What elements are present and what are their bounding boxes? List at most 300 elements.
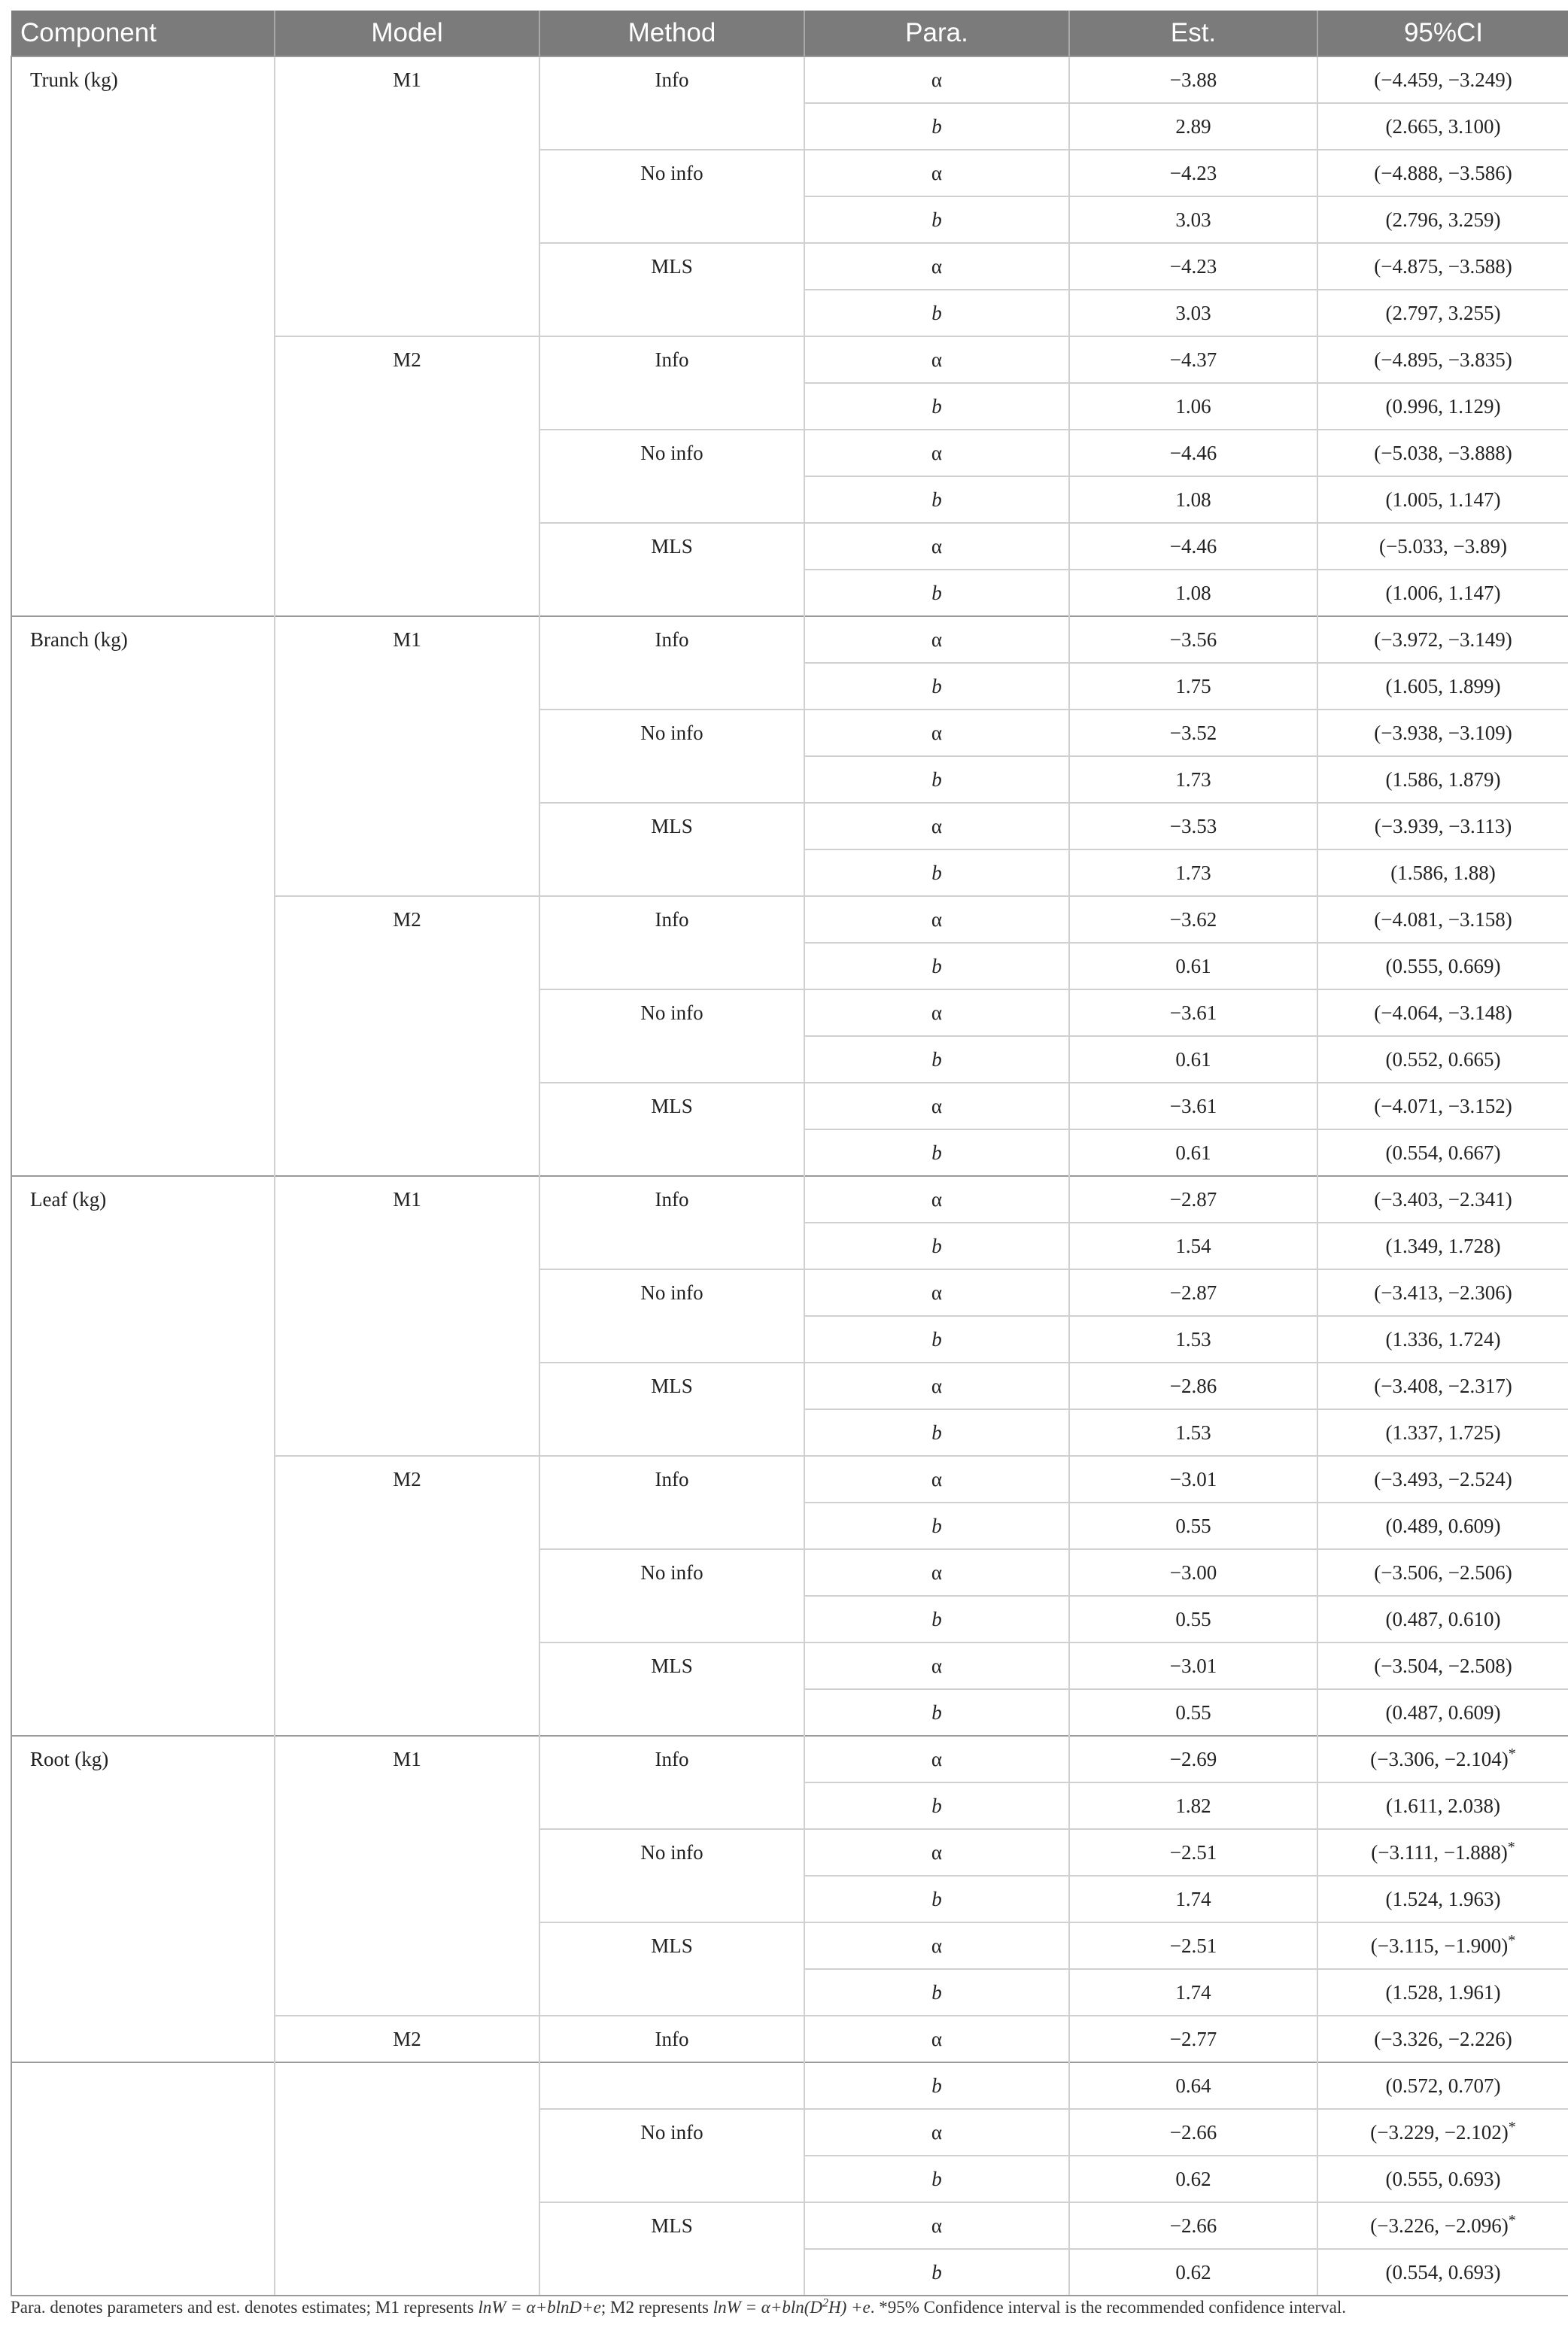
cell-component: [11, 2202, 275, 2249]
results-table: [11, 11, 1568, 2296]
cell-ci: (−3.972, −3.149): [1317, 616, 1568, 663]
cell-model: M1: [275, 1176, 539, 1223]
cell-method: [539, 756, 804, 803]
table-row: [11, 1643, 1568, 1689]
cell-model: [275, 2249, 539, 2296]
cell-para: b: [804, 943, 1069, 989]
cell-ci: (−3.493, −2.524): [1317, 1456, 1568, 1503]
cell-method: No info: [539, 430, 804, 476]
cell-est: 0.62: [1069, 2156, 1317, 2202]
table-footnote: [11, 2295, 1560, 2320]
cell-para: α: [804, 2016, 1069, 2062]
table-row: [11, 243, 1568, 290]
cell-model: [275, 1363, 539, 1409]
cell-est: −3.53: [1069, 803, 1317, 849]
table-row: [11, 1036, 1568, 1083]
cell-component: [11, 523, 275, 570]
cell-para: b: [804, 570, 1069, 616]
cell-est: −4.23: [1069, 150, 1317, 196]
cell-component: [11, 570, 275, 616]
cell-para: b: [804, 1782, 1069, 1829]
cell-model: [275, 1969, 539, 2016]
cell-component: [11, 1503, 275, 1549]
cell-para: α: [804, 1549, 1069, 1596]
table-row: [11, 336, 1568, 383]
cell-method: Info: [539, 896, 804, 943]
cell-model: M2: [275, 336, 539, 383]
cell-est: 1.82: [1069, 1782, 1317, 1829]
table-row: [11, 756, 1568, 803]
cell-ci: (−3.326, −2.226): [1317, 2016, 1568, 2062]
cell-ci: (0.552, 0.665): [1317, 1036, 1568, 1083]
cell-ci: (2.665, 3.100): [1317, 103, 1568, 150]
table-row: [11, 2062, 1568, 2109]
cell-para: b: [804, 1596, 1069, 1643]
cell-est: −4.23: [1069, 243, 1317, 290]
cell-model: M1: [275, 616, 539, 663]
cell-component: [11, 243, 275, 290]
cell-ci: (−3.939, −3.113): [1317, 803, 1568, 849]
cell-model: [275, 2202, 539, 2249]
table-row: [11, 1176, 1568, 1223]
cell-method: [539, 1036, 804, 1083]
cell-method: Info: [539, 1176, 804, 1223]
cell-ci: (0.572, 0.707): [1317, 2062, 1568, 2109]
cell-model: [275, 570, 539, 616]
cell-para: α: [804, 1736, 1069, 1782]
cell-para: b: [804, 1223, 1069, 1269]
cell-model: [275, 150, 539, 196]
cell-method: [539, 943, 804, 989]
table-row: [11, 1409, 1568, 1456]
table-row: [11, 2109, 1568, 2156]
cell-ci: (−4.064, −3.148): [1317, 989, 1568, 1036]
cell-para: b: [804, 1129, 1069, 1176]
cell-model: [275, 1316, 539, 1363]
cell-est: 1.06: [1069, 383, 1317, 430]
cell-est: −3.61: [1069, 989, 1317, 1036]
cell-ci: (−4.459, −3.249): [1317, 56, 1568, 103]
table-row: [11, 56, 1568, 103]
cell-method: Info: [539, 616, 804, 663]
cell-para: b: [804, 849, 1069, 896]
cell-model: [275, 383, 539, 430]
table-row: [11, 1363, 1568, 1409]
cell-model: [275, 2062, 539, 2109]
table-row: [11, 196, 1568, 243]
cell-component: [11, 849, 275, 896]
footnote-formula-m2: [713, 2298, 871, 2317]
cell-ci: (−4.081, −3.158): [1317, 896, 1568, 943]
cell-model: [275, 943, 539, 989]
cell-model: [275, 2109, 539, 2156]
cell-ci: (0.489, 0.609): [1317, 1503, 1568, 1549]
cell-method: MLS: [539, 243, 804, 290]
cell-method: [539, 1316, 804, 1363]
table-row: [11, 383, 1568, 430]
cell-ci: (1.524, 1.963): [1317, 1876, 1568, 1922]
cell-method: [539, 570, 804, 616]
cell-component: [11, 1922, 275, 1969]
cell-ci: (−3.226, −2.096)*: [1317, 2202, 1568, 2249]
cell-component: [11, 896, 275, 943]
cell-model: [275, 2156, 539, 2202]
cell-method: [539, 196, 804, 243]
table-row: [11, 1922, 1568, 1969]
table-row: [11, 150, 1568, 196]
cell-method: [539, 1223, 804, 1269]
table-row: [11, 1503, 1568, 1549]
cell-method: [539, 1503, 804, 1549]
table-row: [11, 1083, 1568, 1129]
cell-model: [275, 1549, 539, 1596]
cell-ci: (0.554, 0.667): [1317, 1129, 1568, 1176]
cell-est: 3.03: [1069, 290, 1317, 336]
cell-ci: (1.336, 1.724): [1317, 1316, 1568, 1363]
cell-model: M2: [275, 1456, 539, 1503]
recommended-marker: *: [1507, 1839, 1515, 1855]
cell-method: No info: [539, 989, 804, 1036]
cell-ci: (−4.895, −3.835): [1317, 336, 1568, 383]
cell-model: [275, 1829, 539, 1876]
cell-ci: (−5.038, −3.888): [1317, 430, 1568, 476]
cell-est: 1.73: [1069, 756, 1317, 803]
header-para: Para.: [804, 11, 1069, 56]
cell-est: −3.01: [1069, 1456, 1317, 1503]
cell-para: α: [804, 710, 1069, 756]
cell-para: α: [804, 430, 1069, 476]
cell-ci: (−3.306, −2.104)*: [1317, 1736, 1568, 1782]
cell-para: b: [804, 476, 1069, 523]
cell-para: α: [804, 1269, 1069, 1316]
cell-component: [11, 1363, 275, 1409]
table-row: [11, 1269, 1568, 1316]
cell-component: [11, 1549, 275, 1596]
table-row: [11, 1736, 1568, 1782]
cell-model: [275, 1596, 539, 1643]
cell-est: 1.74: [1069, 1969, 1317, 2016]
cell-est: −3.88: [1069, 56, 1317, 103]
cell-para: α: [804, 803, 1069, 849]
cell-ci: (2.797, 3.255): [1317, 290, 1568, 336]
cell-method: [539, 2156, 804, 2202]
cell-para: α: [804, 1083, 1069, 1129]
cell-model: [275, 1223, 539, 1269]
cell-component: [11, 2156, 275, 2202]
cell-est: 0.55: [1069, 1596, 1317, 1643]
cell-model: M2: [275, 896, 539, 943]
cell-ci: (1.006, 1.147): [1317, 570, 1568, 616]
table-row: [11, 430, 1568, 476]
cell-component: [11, 383, 275, 430]
cell-method: MLS: [539, 523, 804, 570]
cell-component: [11, 1876, 275, 1922]
cell-est: 0.61: [1069, 1036, 1317, 1083]
cell-ci: (1.349, 1.728): [1317, 1223, 1568, 1269]
cell-est: 1.74: [1069, 1876, 1317, 1922]
cell-component: [11, 1223, 275, 1269]
table-row: [11, 803, 1568, 849]
table-row: [11, 989, 1568, 1036]
cell-component: [11, 2062, 275, 2109]
cell-model: [275, 756, 539, 803]
cell-para: b: [804, 663, 1069, 710]
table-row: [11, 2249, 1568, 2296]
recommended-marker: *: [1508, 2212, 1516, 2229]
table-row: [11, 290, 1568, 336]
footnote-text-2: ; M2 represents: [600, 2298, 713, 2317]
cell-est: 0.61: [1069, 943, 1317, 989]
cell-est: 0.61: [1069, 1129, 1317, 1176]
cell-para: b: [804, 2062, 1069, 2109]
cell-ci: (−4.875, −3.588): [1317, 243, 1568, 290]
cell-model: M1: [275, 56, 539, 103]
cell-component: [11, 756, 275, 803]
cell-ci: (1.611, 2.038): [1317, 1782, 1568, 1829]
cell-para: α: [804, 616, 1069, 663]
cell-est: 1.54: [1069, 1223, 1317, 1269]
table-row: [11, 2156, 1568, 2202]
footnote-text-3: . *95% Confidence interval is the recommended confidence interval.: [870, 2298, 1347, 2317]
cell-method: [539, 2062, 804, 2109]
cell-est: 0.64: [1069, 2062, 1317, 2109]
cell-model: [275, 196, 539, 243]
cell-model: [275, 989, 539, 1036]
cell-ci: (−3.403, −2.341): [1317, 1176, 1568, 1223]
table-row: [11, 616, 1568, 663]
recommended-marker: *: [1508, 2119, 1516, 2135]
cell-component: [11, 1689, 275, 1736]
cell-component: [11, 1456, 275, 1503]
cell-ci: (0.487, 0.609): [1317, 1689, 1568, 1736]
cell-ci: (0.487, 0.610): [1317, 1596, 1568, 1643]
cell-method: [539, 2249, 804, 2296]
cell-ci: (1.586, 1.88): [1317, 849, 1568, 896]
cell-ci: (−3.938, −3.109): [1317, 710, 1568, 756]
cell-component: [11, 1643, 275, 1689]
cell-component: [11, 1782, 275, 1829]
cell-method: Info: [539, 1736, 804, 1782]
table-row: [11, 103, 1568, 150]
cell-model: [275, 710, 539, 756]
header-component: Component: [11, 11, 275, 56]
cell-ci: (2.796, 3.259): [1317, 196, 1568, 243]
cell-method: Info: [539, 336, 804, 383]
cell-model: [275, 1503, 539, 1549]
cell-para: α: [804, 243, 1069, 290]
cell-ci: (−3.229, −2.102)*: [1317, 2109, 1568, 2156]
cell-method: MLS: [539, 1643, 804, 1689]
cell-para: α: [804, 1829, 1069, 1876]
cell-est: 1.08: [1069, 570, 1317, 616]
cell-ci: (0.554, 0.693): [1317, 2249, 1568, 2296]
cell-ci: (−4.071, −3.152): [1317, 1083, 1568, 1129]
cell-para: α: [804, 1456, 1069, 1503]
cell-method: [539, 663, 804, 710]
cell-model: [275, 290, 539, 336]
table-row: [11, 849, 1568, 896]
cell-ci: (1.586, 1.879): [1317, 756, 1568, 803]
cell-method: [539, 476, 804, 523]
table-row: [11, 2202, 1568, 2249]
cell-component: [11, 150, 275, 196]
cell-est: −2.66: [1069, 2109, 1317, 2156]
cell-component: Trunk (kg): [11, 56, 275, 103]
cell-para: α: [804, 896, 1069, 943]
cell-model: [275, 1782, 539, 1829]
cell-ci: (1.005, 1.147): [1317, 476, 1568, 523]
cell-ci: (0.996, 1.129): [1317, 383, 1568, 430]
cell-method: [539, 1409, 804, 1456]
cell-component: [11, 1129, 275, 1176]
table-row: [11, 1782, 1568, 1829]
cell-method: No info: [539, 1549, 804, 1596]
cell-model: [275, 803, 539, 849]
cell-component: [11, 1409, 275, 1456]
footnote-formula-m2-b: H) +e: [828, 2298, 871, 2317]
cell-para: α: [804, 1922, 1069, 1969]
cell-model: [275, 476, 539, 523]
cell-method: [539, 1782, 804, 1829]
cell-component: [11, 290, 275, 336]
cell-method: [539, 383, 804, 430]
cell-model: [275, 103, 539, 150]
table-row: [11, 2016, 1568, 2062]
cell-para: α: [804, 2109, 1069, 2156]
cell-method: Info: [539, 1456, 804, 1503]
cell-method: MLS: [539, 1083, 804, 1129]
cell-ci: (1.337, 1.725): [1317, 1409, 1568, 1456]
cell-component: [11, 1316, 275, 1363]
cell-est: −3.61: [1069, 1083, 1317, 1129]
cell-para: α: [804, 1176, 1069, 1223]
cell-est: −2.87: [1069, 1269, 1317, 1316]
cell-ci: (1.605, 1.899): [1317, 663, 1568, 710]
cell-est: −2.87: [1069, 1176, 1317, 1223]
cell-para: b: [804, 2156, 1069, 2202]
cell-est: −4.46: [1069, 523, 1317, 570]
cell-para: b: [804, 290, 1069, 336]
cell-component: [11, 430, 275, 476]
cell-para: b: [804, 1409, 1069, 1456]
cell-method: Info: [539, 2016, 804, 2062]
table-row: [11, 943, 1568, 989]
cell-para: α: [804, 1363, 1069, 1409]
table-row: [11, 1456, 1568, 1503]
table-row: [11, 1829, 1568, 1876]
cell-model: [275, 523, 539, 570]
cell-para: b: [804, 103, 1069, 150]
cell-est: −3.56: [1069, 616, 1317, 663]
cell-component: [11, 803, 275, 849]
table-row: [11, 570, 1568, 616]
header-row: [11, 11, 1568, 56]
cell-method: [539, 1596, 804, 1643]
table-row: [11, 476, 1568, 523]
cell-method: [539, 103, 804, 150]
footnote-text-1: Para. denotes parameters and est. denotes estimates; M1 represents: [11, 2298, 479, 2317]
cell-method: MLS: [539, 2202, 804, 2249]
cell-model: [275, 663, 539, 710]
cell-est: −2.86: [1069, 1363, 1317, 1409]
table-row: [11, 710, 1568, 756]
cell-component: Root (kg): [11, 1736, 275, 1782]
table-row: [11, 663, 1568, 710]
cell-method: No info: [539, 150, 804, 196]
cell-ci: (0.555, 0.693): [1317, 2156, 1568, 2202]
cell-est: 1.53: [1069, 1316, 1317, 1363]
cell-model: [275, 1689, 539, 1736]
cell-para: α: [804, 523, 1069, 570]
header-method: Method: [539, 11, 804, 56]
recommended-marker: *: [1508, 1932, 1516, 1949]
cell-para: b: [804, 1876, 1069, 1922]
table-row: [11, 1689, 1568, 1736]
cell-ci: (−4.888, −3.586): [1317, 150, 1568, 196]
cell-est: 0.55: [1069, 1689, 1317, 1736]
cell-component: [11, 1969, 275, 2016]
cell-para: b: [804, 1969, 1069, 2016]
cell-model: [275, 1083, 539, 1129]
cell-ci: (−3.504, −2.508): [1317, 1643, 1568, 1689]
header-est: Est.: [1069, 11, 1317, 56]
cell-para: b: [804, 1689, 1069, 1736]
cell-method: Info: [539, 56, 804, 103]
cell-para: b: [804, 1036, 1069, 1083]
cell-ci: (−5.033, −3.89): [1317, 523, 1568, 570]
table-row: [11, 523, 1568, 570]
cell-est: −2.51: [1069, 1922, 1317, 1969]
table-row: [11, 896, 1568, 943]
cell-model: [275, 243, 539, 290]
cell-component: [11, 1829, 275, 1876]
cell-para: b: [804, 383, 1069, 430]
cell-para: α: [804, 56, 1069, 103]
cell-method: [539, 1969, 804, 2016]
table-row: [11, 1876, 1568, 1922]
cell-model: [275, 430, 539, 476]
cell-para: α: [804, 336, 1069, 383]
cell-est: 1.53: [1069, 1409, 1317, 1456]
cell-est: −2.66: [1069, 2202, 1317, 2249]
cell-component: Branch (kg): [11, 616, 275, 663]
cell-component: [11, 1083, 275, 1129]
cell-method: [539, 1129, 804, 1176]
header-model: Model: [275, 11, 539, 56]
cell-component: [11, 663, 275, 710]
cell-method: [539, 849, 804, 896]
cell-para: α: [804, 1643, 1069, 1689]
cell-est: −3.52: [1069, 710, 1317, 756]
cell-component: [11, 2109, 275, 2156]
cell-para: b: [804, 196, 1069, 243]
cell-component: [11, 103, 275, 150]
cell-model: [275, 1409, 539, 1456]
cell-est: −3.00: [1069, 1549, 1317, 1596]
cell-component: [11, 2016, 275, 2062]
footnote-formula-m2-sup: 2: [822, 2296, 829, 2310]
cell-ci: (−3.115, −1.900)*: [1317, 1922, 1568, 1969]
cell-est: −4.46: [1069, 430, 1317, 476]
cell-para: α: [804, 2202, 1069, 2249]
cell-model: M2: [275, 2016, 539, 2062]
cell-para: b: [804, 1316, 1069, 1363]
cell-model: [275, 1036, 539, 1083]
cell-method: No info: [539, 1829, 804, 1876]
cell-component: [11, 943, 275, 989]
cell-method: No info: [539, 2109, 804, 2156]
cell-ci: (−3.111, −1.888)*: [1317, 1829, 1568, 1876]
